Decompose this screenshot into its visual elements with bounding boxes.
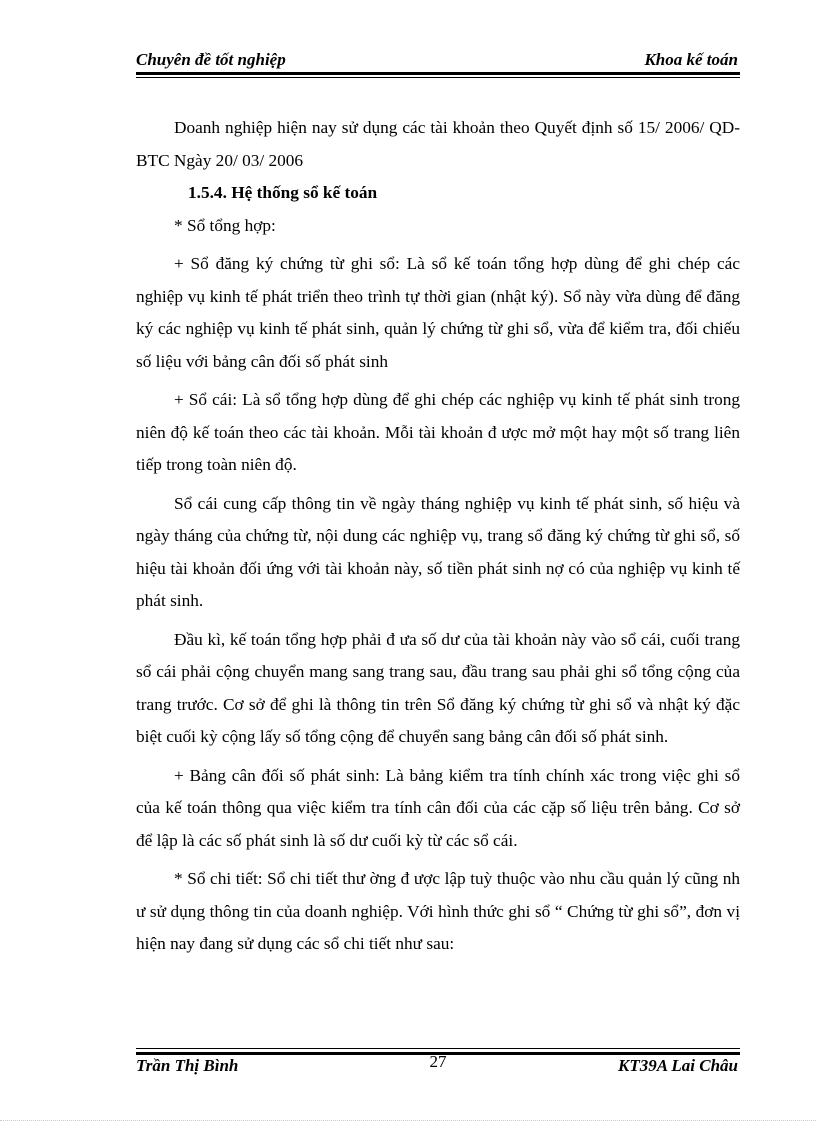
paragraph-account-decision: Doanh nghiệp hiện nay sử dụng các tài khoản theo Quyết định số 15/ 2006/ QD-BTC Ngày 20/ 03/ 2006 [136,118,740,170]
paragraph-general-ledgers: * Sổ tổng hợp: [174,215,276,235]
header-rule-thin [136,77,740,78]
paragraph-period-start: Đầu kì, kế toán tổng hợp phải đ ưa số dư của tài khoản này vào sổ cái, cuối trang sổ cái phải cộng chuyển mang sang trang sau, đầu trang sau phải ghi sổ tổng cộng của trang trước. Cơ sở để ghi là thông tin trên Sổ đăng ký chứng từ ghi sổ và nhật ký đặc biệt cuối kỳ cộng lấy số tổng cộng để chuyển sang bảng cân đối số phát sinh. [136,629,740,746]
footer-class: KT39A Lai Châu [618,1056,738,1075]
paragraph-trial-balance: + Bảng cân đối số phát sinh: Là bảng kiểm tra tính chính xác trong việc ghi sổ của kế toán thông qua việc kiểm tra tính cân đối của các cặp số liệu trên bảng. Cơ sở để lập là các số phát sinh là số dư cuối kỳ từ các sổ cái. [136,765,740,850]
page-body [136,112,740,961]
paragraph-detail-ledgers: * Sổ chi tiết: Sổ chi tiết thư ờng đ ược lập tuỳ thuộc vào nhu cầu quản lý cũng nh ư sử dụng thông tin của doanh nghiệp. Với hình thức ghi sổ “ Chứng từ ghi sổ”, đơn vị hiện nay đang sử dụng các sổ chi tiết như sau: [136,869,740,953]
header-department: Khoa kế toán [644,50,738,69]
page-footer [136,1054,740,1078]
header-rule-thick [136,72,740,75]
footer-rule-thin [136,1048,740,1049]
page-edge [0,1120,816,1121]
header-title: Chuyên đề tốt nghiệp [136,50,286,69]
section-heading: 1.5.4. Hệ thống sổ kế toán [188,183,378,202]
footer-author: Trần Thị Bình [136,1056,239,1075]
paragraph-general-ledger: + Sổ cái: Là sổ tổng hợp dùng để ghi chép các nghiệp vụ kinh tế phát sinh trong niên độ kế toán theo các tài khoản. Mỗi tài khoản đ ược mở một hay một số trang liên tiếp trong toàn niên độ. [136,390,740,474]
paragraph-ledger-info: Sổ cái cung cấp thông tin về ngày tháng nghiệp vụ kinh tế phát sinh, số hiệu và ngày tháng của chứng từ, nội dung các nghiệp vụ, trang sổ đăng ký chứng từ ghi sổ, số hiệu tài khoản đối ứng với tài khoản này, số tiền phát sinh nợ có của nghiệp vụ kinh tế phát sinh. [136,493,740,610]
paragraph-voucher-register: + Sổ đăng ký chứng từ ghi sổ: Là sổ kế toán tổng hợp dùng để ghi chép các nghiệp vụ kinh tế phát triển theo trình tự thời gian (nhật ký). Sổ này vừa dùng để đăng ký các nghiệp vụ kinh tế phát sinh, quản lý chứng từ ghi sổ, vừa để kiểm tra, đối chiếu số liệu với bảng cân đối số phát sinh [136,254,740,371]
page-header [136,48,740,74]
page-number: 27 [429,1052,447,1071]
